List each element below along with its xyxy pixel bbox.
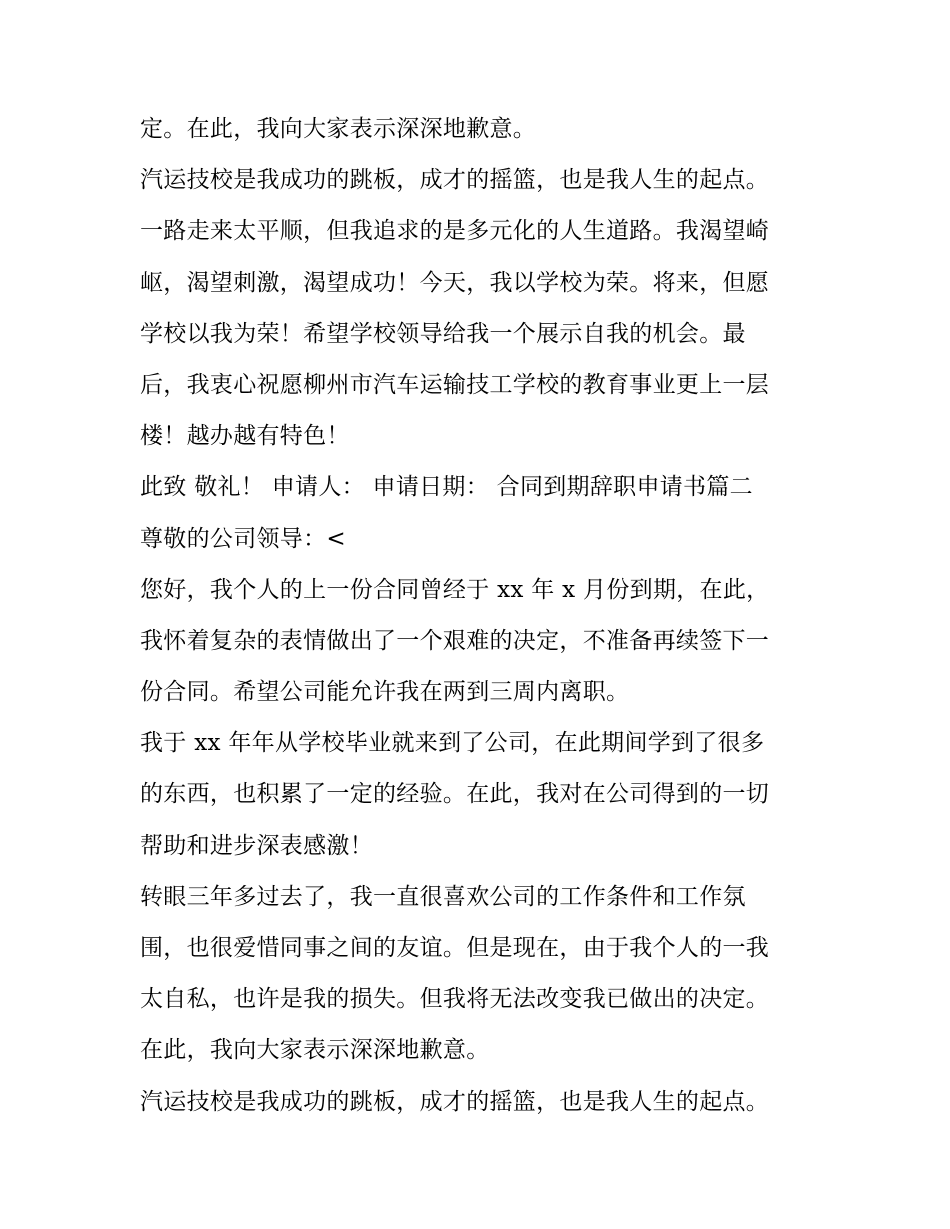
- text-line: 帮助和进步深表感激！: [140, 832, 373, 859]
- text-line: 此致 敬礼！ 申请人： 申请日期： 合同到期辞职申请书篇二: [140, 474, 753, 501]
- text-line: 围，也很爱惜同事之间的友谊。但是现在，由于我个人的一我: [140, 935, 770, 961]
- text-line: 的东西，也积累了一定的经验。在此，我对在公司得到的一切: [140, 781, 770, 808]
- text-line: 我怀着复杂的表情做出了一个艰难的决定，不准备再续签下一: [140, 627, 770, 654]
- text-line: 在此，我向大家表示深深地歉意。: [140, 1037, 490, 1064]
- text-line: 份合同。希望公司能允许我在两到三周内离职。: [140, 679, 630, 706]
- text-line: 我于 xx 年年从学校毕业就来到了公司，在此期间学到了很多: [140, 730, 765, 757]
- text-line: 汽运技校是我成功的跳板，成才的摇篮，也是我人生的起点。: [140, 1088, 770, 1115]
- text-line: 一路走来太平顺，但我追求的是多元化的人生道路。我渴望崎: [140, 218, 770, 245]
- text-line: 楼！越办越有特色！: [140, 423, 350, 450]
- text-line: 尊敬的公司领导：<: [140, 525, 346, 552]
- document-body: [140, 104, 840, 1128]
- text-line: 汽运技校是我成功的跳板，成才的摇篮，也是我人生的起点。: [140, 167, 770, 194]
- text-line: 您好，我个人的上一份合同曾经于 xx 年 x 月份到期，在此，: [140, 576, 770, 603]
- text-line: 转眼三年多过去了，我一直很喜欢公司的工作条件和工作氛: [140, 883, 746, 910]
- text-line: 定。在此，我向大家表示深深地歉意。: [140, 116, 537, 142]
- text-line: 岖，渴望刺激，渴望成功！今天，我以学校为荣。将来，但愿: [140, 269, 770, 296]
- text-line: 学校以我为荣！希望学校领导给我一个展示自我的机会。最: [140, 320, 746, 347]
- text-line: 太自私，也许是我的损失。但我将无法改变我已做出的决定。: [140, 986, 770, 1013]
- text-line: 后，我衷心祝愿柳州市汽车运输技工学校的教育事业更上一层: [140, 371, 770, 398]
